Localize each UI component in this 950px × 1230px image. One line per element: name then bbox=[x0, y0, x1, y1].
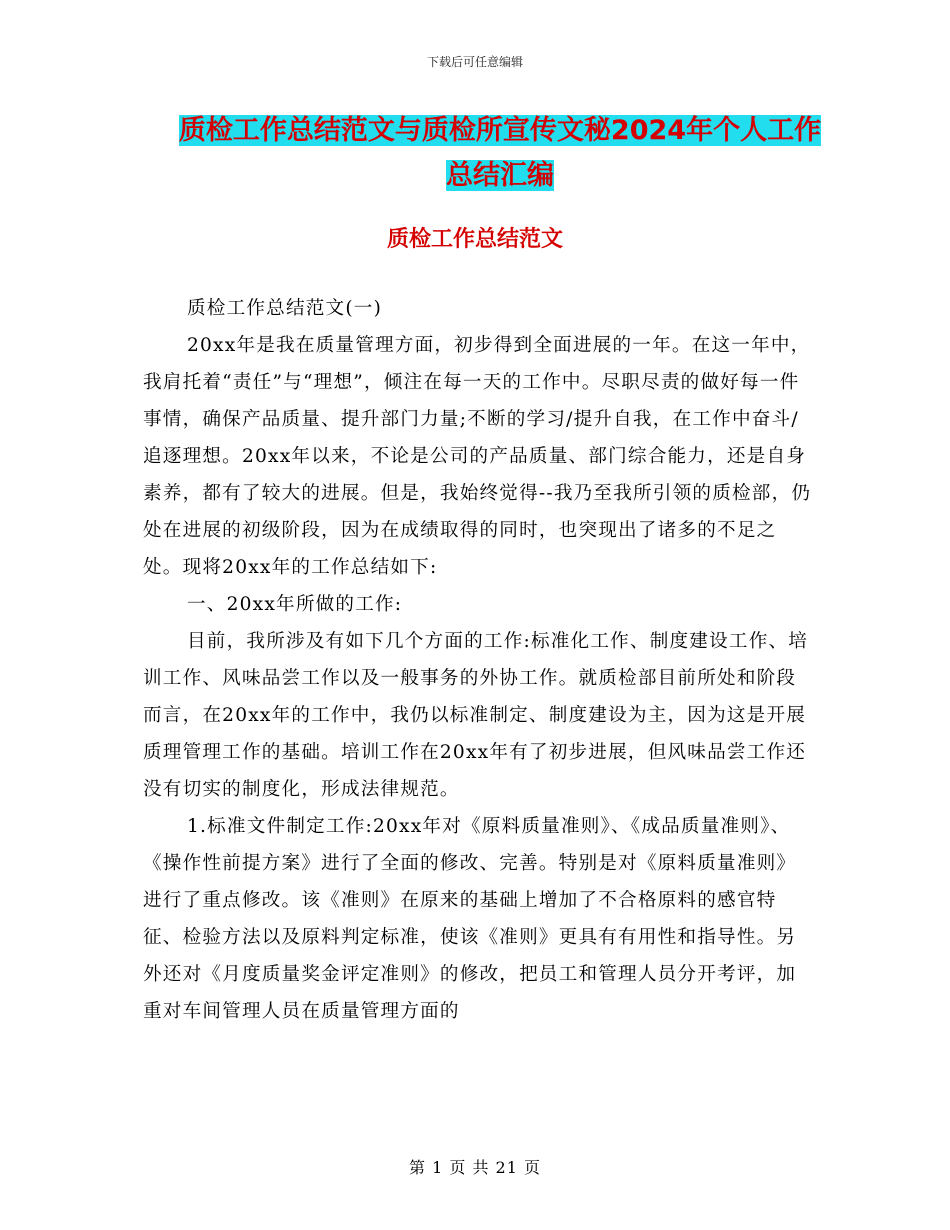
document-title-line-1: 质检工作总结范文与质检所宣传文秘2024年个人工作 bbox=[178, 115, 822, 146]
paragraph-subtitle: 质检工作总结范文(一) bbox=[187, 298, 383, 319]
header-note: 下载后可任意编辑 bbox=[426, 55, 523, 69]
document-title-line-2: 总结汇编 bbox=[446, 160, 554, 191]
section-title: 质检工作总结范文 bbox=[386, 227, 563, 252]
paragraph: 20xx年是我在质量管理方面，初步得到全面进展的一年。在这一年中，我肩托着“责任”与“理想”，倾注在每一天的工作中。尽职尽责的做好每一件事情，确保产品质量、提升部门力量;不断的学习/提升自我，在工作中奋斗/追逐理想。20xx年以来，不论是公司的产品质量、部门综合能力，还是自身素养，都有了较大的进展。但是，我始终觉得--我乃至我所引领的质检部，仍处在进展的初级阶段，因为在成绩取得的同时，也突现出了诸多的不足之处。现将20xx年的工作总结如下: bbox=[143, 335, 812, 578]
page-footer: 第 1 页 共 21 页 bbox=[409, 1158, 541, 1177]
body-text bbox=[143, 290, 813, 1030]
document-title bbox=[140, 108, 860, 198]
paragraph: 1.标准文件制定工作:20xx年对《原料质量准则》、《成品质量准则》、《操作性前提方案》进行了全面的修改、完善。特别是对《原料质量准则》进行了重点修改。该《准则》在原来的基础上增加了不合格原料的感官特征、检验方法以及原料判定标准，使该《准则》更具有有用性和指导性。另外还对《月度质量奖金评定准则》的修改，把员工和管理人员分开考评，加重对车间管理人员在质量管理方面的 bbox=[143, 816, 797, 1022]
paragraph-heading: 一、20xx年所做的工作: bbox=[187, 594, 403, 615]
paragraph: 目前，我所涉及有如下几个方面的工作:标准化工作、制度建设工作、培训工作、风味品尝工作以及一般事务的外协工作。就质检部目前所处和阶段而言，在20xx年的工作中，我仍以标准制定、制度建设为主，因为这是开展质理管理工作的基础。培训工作在20xx年有了初步进展，但风味品尝工作还没有切实的制度化，形成法律规范。 bbox=[143, 631, 809, 800]
